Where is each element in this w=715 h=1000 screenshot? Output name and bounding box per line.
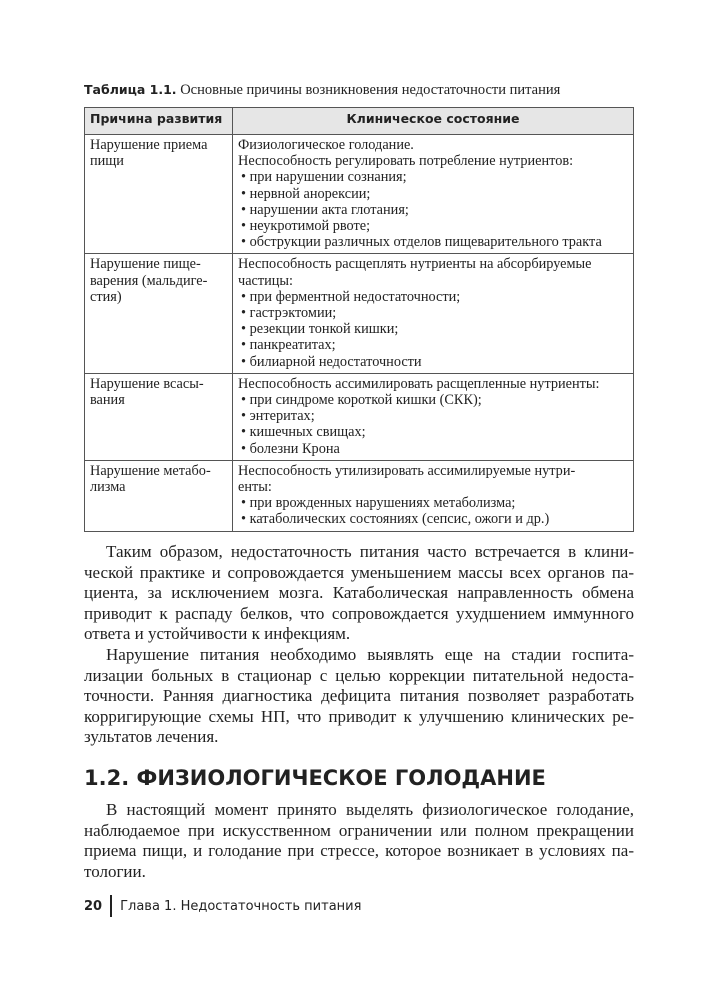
paragraph-line: тологии. <box>84 861 146 881</box>
paragraph-line: приводит к распаду белков, что сопровождается ухудшением иммунного <box>84 603 634 623</box>
cause-cell <box>85 254 233 373</box>
chapter-title: Глава 1. Недостаточность питания <box>120 898 362 914</box>
clinical-bullet: • обструкции различных отделов пищеварительного тракта <box>238 234 629 250</box>
table-row <box>85 373 634 460</box>
clinical-bullet: • резекции тонкой кишки; <box>238 321 629 337</box>
paragraph-line: ответа и устойчивости к инфекциям. <box>84 624 351 644</box>
table-row <box>85 135 634 254</box>
page-footer <box>84 895 361 917</box>
cause-cell <box>85 373 233 460</box>
page-number: 20 <box>84 898 103 914</box>
clinical-bullet: • нервной анорексии; <box>238 186 629 202</box>
table-caption <box>84 82 560 99</box>
cause-line: Нарушение приема <box>90 137 208 153</box>
clinical-cell <box>233 373 634 460</box>
cause-line: вания <box>90 392 125 409</box>
clinical-bullet: • гастрэктомии; <box>238 305 629 321</box>
paragraph-line: зультатов лечения. <box>84 727 219 747</box>
clinical-bullet: • нарушении акта глотания; <box>238 202 629 218</box>
cause-line: стия) <box>90 288 122 305</box>
table-row <box>85 254 634 373</box>
paragraph-line: Таким образом, недостаточность питания часто встречается в клини- <box>106 542 634 561</box>
clinical-bullet: • при ферментной недостаточности; <box>238 289 629 305</box>
clinical-bullet: • катаболических состояниях (сепсис, ожоги и др.) <box>238 511 629 527</box>
header-cause: Причина развития <box>85 108 233 135</box>
clinical-intro-line: частицы: <box>238 272 294 289</box>
clinical-bullet: • энтеритах; <box>238 408 629 424</box>
clinical-bullet: • билиарной недостаточности <box>238 354 629 370</box>
clinical-cell <box>233 135 634 254</box>
paragraph-line: лизации больных в стационар с целью коррекции питательной недоста- <box>84 665 634 685</box>
table-caption-label: Таблица 1.1. <box>84 82 177 97</box>
clinical-cell <box>233 254 634 373</box>
body-text <box>84 542 634 748</box>
clinical-bullet: • при синдроме короткой кишки (СКК); <box>238 392 629 408</box>
clinical-intro-line: енты: <box>238 479 272 496</box>
clinical-intro-line: Физиологическое голодание. <box>238 137 414 153</box>
cause-cell <box>85 460 233 531</box>
header-clinical: Клиническое состояние <box>233 108 634 135</box>
cause-line: лизма <box>90 479 126 496</box>
paragraph <box>84 800 634 882</box>
paragraph-line: В настоящий момент принято выделять физиологическое голодание, <box>106 800 634 819</box>
clinical-intro-line: Неспособность регулировать потребление нутриентов: <box>238 153 574 170</box>
cause-line: Нарушение пище- <box>90 256 201 273</box>
paragraph-line: корригирующие схемы НП, что приводит к улучшению клинических ре- <box>84 706 634 726</box>
clinical-bullet: • неукротимой рвоте; <box>238 218 629 234</box>
cause-cell <box>85 135 233 254</box>
cause-line: пищи <box>90 153 124 170</box>
paragraph-line: приема пищи, и голодание при стрессе, которое возникает в условиях па- <box>84 841 634 861</box>
causes-table <box>84 107 634 532</box>
section-text <box>84 800 634 882</box>
clinical-bullet: • кишечных свищах; <box>238 424 629 440</box>
table-caption-text: Основные причины возникновения недостаточности питания <box>176 82 561 98</box>
clinical-intro-line: Неспособность утилизировать ассимилируемые нутри- <box>238 462 576 479</box>
footer-divider <box>110 895 112 917</box>
cause-line: варения (мальдиге- <box>90 272 208 289</box>
clinical-bullet: • панкреатитах; <box>238 337 629 353</box>
table-row <box>85 460 634 531</box>
paragraph <box>84 645 634 748</box>
clinical-bullet: • болезни Крона <box>238 441 629 457</box>
paragraph <box>84 542 634 645</box>
paragraph-line: Нарушение питания необходимо выявлять еще на стадии госпита- <box>106 644 634 664</box>
section-heading: 1.2. ФИЗИОЛОГИЧЕСКОЕ ГОЛОДАНИЕ <box>84 766 546 790</box>
clinical-bullet: • при нарушении сознания; <box>238 169 629 185</box>
cause-line: Нарушение всасы- <box>90 375 204 392</box>
cause-line: Нарушение метабо- <box>90 462 211 479</box>
paragraph-line: наблюдаемое при искусственном ограничении или полном прекращении <box>84 820 634 840</box>
paragraph-line: ческой практике и сопровождается уменьшением массы всех органов па- <box>84 562 634 582</box>
clinical-bullet: • при врожденных нарушениях метаболизма; <box>238 495 629 511</box>
clinical-intro-line: Неспособность ассимилировать расщепленные нутриенты: <box>238 375 600 392</box>
paragraph-line: точности. Ранняя диагностика дефицита питания позволяет разработать <box>84 686 634 706</box>
clinical-cell <box>233 460 634 531</box>
clinical-intro-line: Неспособность расщеплять нутриенты на абсорбируемые <box>238 256 592 273</box>
paragraph-line: циента, за исключением мозга. Катаболическая направленность обмена <box>84 583 634 603</box>
